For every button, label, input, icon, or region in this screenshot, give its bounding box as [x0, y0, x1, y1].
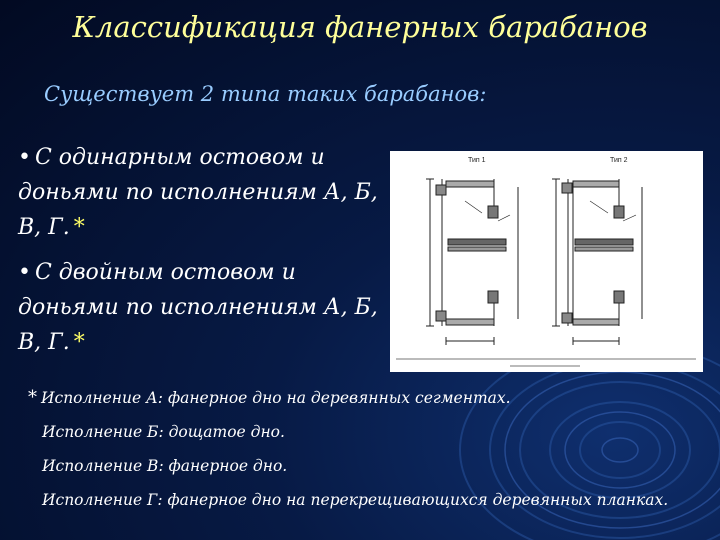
footnote-variant-v	[28, 456, 718, 476]
bullet-list	[18, 140, 386, 370]
type2-label: Тип 2	[610, 157, 628, 164]
footnote-marker: *	[28, 387, 37, 408]
bullet-item-double-frame	[18, 255, 386, 360]
type1-label: Тип 1	[468, 157, 486, 164]
bullet-dot-icon: •	[18, 145, 31, 170]
drum-types-drawing	[390, 151, 703, 372]
footnote-marker: *	[73, 330, 85, 355]
footnote-variant-a	[28, 388, 718, 408]
footnote-marker: *	[73, 215, 85, 240]
slide-subtitle: Существует 2 типа таких барабанов:	[44, 82, 487, 106]
footnote-text: Исполнение Г: фанерное дно на перекрещивающихся деревянных планках.	[42, 491, 669, 509]
bullet-text: С одинарным остовом и доньями по исполнениям А, Б, В, Г.	[18, 145, 378, 240]
bullet-text: С двойным остовом и доньями по исполнениям А, Б, В, Г.	[18, 260, 378, 355]
footnote-text: Исполнение Б: дощатое дно.	[42, 423, 285, 441]
footnote-text: Исполнение В: фанерное дно.	[42, 457, 288, 475]
footnote-variant-b	[28, 422, 718, 442]
footnotes	[28, 388, 718, 524]
drum-drawing-svg	[390, 151, 703, 372]
bullet-dot-icon: •	[18, 260, 31, 285]
bullet-item-single-frame	[18, 140, 386, 245]
type2-drum-drawing	[552, 179, 642, 345]
footnote-variant-g	[28, 490, 718, 510]
slide-title: Классификация фанерных барабанов	[72, 10, 648, 44]
type1-drum-drawing	[426, 179, 518, 345]
footnote-text: Исполнение А: фанерное дно на деревянных сегментах.	[41, 389, 511, 407]
